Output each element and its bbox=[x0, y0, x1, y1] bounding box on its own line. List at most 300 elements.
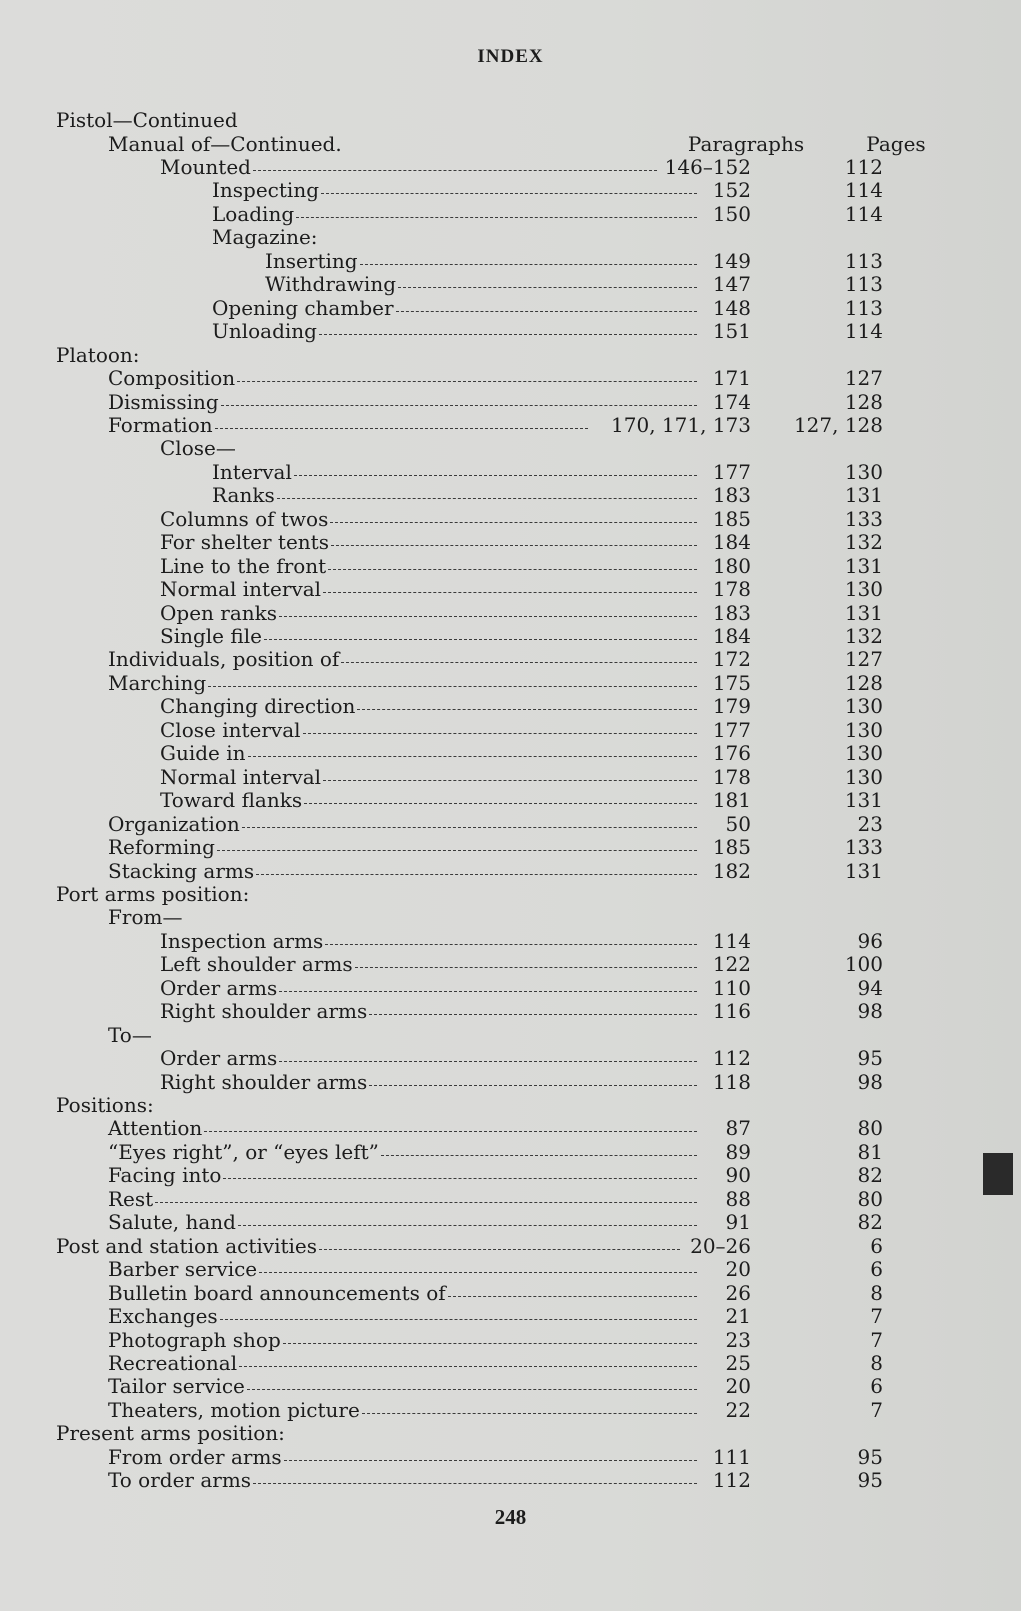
entry-leader bbox=[160, 718, 697, 742]
entry-text: Tailor service bbox=[108, 1374, 245, 1399]
entry-leader bbox=[108, 812, 697, 836]
paragraph-ref: 180 bbox=[712, 553, 751, 578]
paragraph-ref: 87 bbox=[725, 1116, 751, 1141]
dot-leader bbox=[208, 685, 697, 687]
page-ref: 95 bbox=[857, 1046, 883, 1071]
entry-text: Theaters, motion picture bbox=[108, 1397, 360, 1422]
entry-text: Right shoulder arms bbox=[160, 1069, 368, 1094]
entry-leader bbox=[160, 741, 697, 765]
page-ref: 132 bbox=[844, 530, 883, 555]
dot-leader bbox=[330, 521, 697, 523]
page-ref: 82 bbox=[857, 1163, 883, 1188]
paragraph-ref: 21 bbox=[725, 1304, 751, 1329]
entry-leader bbox=[160, 694, 697, 718]
page-ref: 98 bbox=[857, 999, 883, 1024]
dot-leader bbox=[323, 591, 697, 593]
dot-leader bbox=[279, 1060, 697, 1062]
page-ref: 113 bbox=[844, 295, 883, 320]
index-entry bbox=[0, 1351, 1021, 1375]
page-ref: 130 bbox=[844, 741, 883, 766]
index-heading bbox=[0, 1093, 1021, 1117]
dot-leader bbox=[264, 638, 697, 640]
entry-text: To order arms bbox=[108, 1468, 252, 1493]
entry-text: From order arms bbox=[108, 1444, 282, 1469]
entry-leader bbox=[108, 1163, 697, 1187]
entry-leader bbox=[108, 1281, 697, 1305]
index-entry bbox=[0, 741, 1021, 765]
page-ref: 80 bbox=[857, 1186, 883, 1211]
paragraph-ref: 114 bbox=[712, 928, 751, 953]
paragraph-ref: 177 bbox=[712, 459, 751, 484]
entry-text: For shelter tents bbox=[160, 530, 329, 555]
page-ref: 128 bbox=[844, 389, 883, 414]
dot-leader bbox=[204, 1130, 697, 1132]
index-entry bbox=[0, 554, 1021, 578]
entry-leader bbox=[160, 788, 697, 812]
paragraph-ref: 171 bbox=[712, 366, 751, 391]
paragraph-ref: 150 bbox=[712, 201, 751, 226]
entry-text: Stacking arms bbox=[108, 858, 255, 883]
index-entry bbox=[0, 1116, 1021, 1140]
index-entry bbox=[0, 1398, 1021, 1422]
entry-leader bbox=[160, 1070, 697, 1094]
page-ref: 95 bbox=[857, 1444, 883, 1469]
paragraph-ref: 146–152 bbox=[664, 155, 751, 179]
paragraph-ref: 50 bbox=[725, 811, 751, 836]
page-ref: 133 bbox=[844, 506, 883, 531]
entry-text: Withdrawing bbox=[265, 272, 397, 297]
page-ref: 127 bbox=[844, 647, 883, 672]
index-entry bbox=[0, 413, 1021, 437]
entry-leader bbox=[160, 1046, 697, 1070]
index-entry bbox=[0, 1374, 1021, 1398]
entry-leader bbox=[265, 272, 697, 296]
paragraph-ref: 184 bbox=[712, 624, 751, 648]
dot-leader bbox=[253, 1482, 697, 1484]
index-entry bbox=[0, 1304, 1021, 1328]
entry-text: Close interval bbox=[160, 717, 301, 742]
index-entry bbox=[0, 718, 1021, 742]
index-heading bbox=[0, 882, 1021, 906]
paragraph-ref: 22 bbox=[725, 1397, 751, 1422]
entry-leader bbox=[108, 835, 697, 859]
index-entry bbox=[0, 835, 1021, 859]
dot-leader bbox=[223, 1177, 697, 1179]
dot-leader bbox=[221, 404, 697, 406]
entry-text: Organization bbox=[108, 811, 240, 836]
dot-leader bbox=[396, 310, 697, 312]
page-ref: 130 bbox=[844, 459, 883, 484]
page-ref: 6 bbox=[870, 1257, 883, 1282]
page-ref: 130 bbox=[844, 577, 883, 602]
entry-text: Reforming bbox=[108, 835, 215, 860]
entry-leader bbox=[212, 460, 697, 484]
paragraph-ref: 152 bbox=[712, 178, 751, 203]
entry-text: Single file bbox=[160, 624, 262, 648]
index-entry bbox=[0, 507, 1021, 531]
entry-leader bbox=[160, 155, 657, 179]
dot-leader bbox=[319, 1248, 679, 1250]
page-ref: 7 bbox=[870, 1397, 883, 1422]
paragraph-ref: 91 bbox=[725, 1210, 751, 1235]
index-entry bbox=[0, 296, 1021, 320]
entry-leader bbox=[56, 1093, 154, 1117]
entry-text: Marching bbox=[108, 670, 207, 695]
entry-text: Post and station activities bbox=[56, 1233, 318, 1258]
entry-leader bbox=[212, 178, 697, 202]
entry-text: Normal interval bbox=[160, 577, 322, 602]
dot-leader bbox=[448, 1295, 697, 1297]
page-ref: 112 bbox=[844, 155, 883, 179]
entry-text: Right shoulder arms bbox=[160, 999, 368, 1024]
entry-text: Normal interval bbox=[160, 764, 322, 789]
dot-leader bbox=[355, 966, 697, 968]
entry-leader bbox=[108, 1328, 697, 1352]
entry-leader bbox=[108, 1116, 697, 1140]
entry-text: Composition bbox=[108, 366, 236, 391]
index-entry bbox=[0, 1234, 1021, 1258]
entry-leader bbox=[160, 530, 697, 554]
entry-text: Loading bbox=[212, 201, 295, 226]
paragraph-ref: 23 bbox=[725, 1327, 751, 1352]
paragraph-ref: 90 bbox=[725, 1163, 751, 1188]
page-ref: 8 bbox=[870, 1280, 883, 1305]
paragraph-ref: 184 bbox=[712, 530, 751, 555]
entry-text: Platoon: bbox=[56, 342, 140, 367]
entry-text: Ranks bbox=[212, 483, 275, 508]
index-entry bbox=[0, 202, 1021, 226]
dot-leader bbox=[283, 1342, 697, 1344]
paragraph-ref: 20–26 bbox=[690, 1233, 751, 1258]
entry-leader bbox=[108, 1398, 697, 1422]
entry-leader bbox=[56, 1234, 680, 1258]
entry-leader bbox=[212, 296, 697, 320]
entry-leader bbox=[108, 413, 588, 437]
index-heading bbox=[0, 905, 1021, 929]
dot-leader bbox=[362, 1412, 697, 1414]
index-entry bbox=[0, 999, 1021, 1023]
page-ref: 114 bbox=[844, 178, 883, 203]
page-ref: 133 bbox=[844, 835, 883, 860]
index-entry bbox=[0, 249, 1021, 273]
entry-text: Facing into bbox=[108, 1163, 222, 1188]
entry-leader bbox=[108, 390, 697, 414]
dot-leader bbox=[247, 1388, 697, 1390]
index-entry bbox=[0, 1281, 1021, 1305]
page-ref: 8 bbox=[870, 1350, 883, 1375]
entry-text: Unloading bbox=[212, 319, 317, 344]
dot-leader bbox=[248, 755, 697, 757]
page-ref: 130 bbox=[844, 694, 883, 719]
page-ref: 113 bbox=[844, 272, 883, 297]
paragraph-ref: 185 bbox=[712, 506, 751, 531]
page-ref: 131 bbox=[844, 788, 883, 813]
page-ref: 96 bbox=[857, 928, 883, 953]
index-entry bbox=[0, 601, 1021, 625]
entry-text: Toward flanks bbox=[160, 788, 303, 813]
paragraph-ref: 181 bbox=[712, 788, 751, 813]
entry-leader bbox=[160, 507, 697, 531]
entry-leader bbox=[160, 436, 236, 460]
entry-text: Photograph shop bbox=[108, 1327, 281, 1352]
paragraph-ref: 112 bbox=[712, 1046, 751, 1071]
index-entry bbox=[0, 272, 1021, 296]
page-ref: 6 bbox=[870, 1374, 883, 1399]
index-entry bbox=[0, 1257, 1021, 1281]
index-entry bbox=[0, 1210, 1021, 1234]
entry-leader bbox=[108, 1210, 697, 1234]
page-ref: 127 bbox=[844, 366, 883, 391]
pages-column-header: Pages bbox=[866, 132, 926, 156]
dot-leader bbox=[217, 849, 697, 851]
index-entry bbox=[0, 1163, 1021, 1187]
entry-text: Port arms position: bbox=[56, 881, 250, 906]
dot-leader bbox=[369, 1084, 697, 1086]
page-ref: 100 bbox=[844, 952, 883, 977]
dot-leader bbox=[279, 990, 697, 992]
index-heading bbox=[0, 1421, 1021, 1445]
paragraph-ref: 183 bbox=[712, 600, 751, 625]
paragraph-ref: 88 bbox=[725, 1186, 751, 1211]
entry-leader bbox=[108, 1187, 697, 1211]
paragraph-ref: 174 bbox=[712, 389, 751, 414]
entry-leader bbox=[108, 1351, 697, 1375]
dot-leader bbox=[331, 544, 697, 546]
entry-leader bbox=[160, 624, 697, 648]
entry-leader bbox=[108, 671, 697, 695]
entry-text: Dismissing bbox=[108, 389, 219, 414]
index-entry bbox=[0, 1070, 1021, 1094]
page-ref: 94 bbox=[857, 975, 883, 1000]
index-entry bbox=[0, 460, 1021, 484]
index-entry bbox=[0, 952, 1021, 976]
page-ref: 7 bbox=[870, 1327, 883, 1352]
entry-leader bbox=[108, 1257, 697, 1281]
entry-text: Close— bbox=[160, 436, 236, 461]
entry-leader bbox=[160, 952, 697, 976]
paragraph-ref: 175 bbox=[712, 670, 751, 695]
index-entry bbox=[0, 624, 1021, 648]
index-entry bbox=[0, 1468, 1021, 1492]
entry-leader bbox=[212, 225, 318, 249]
entry-leader bbox=[108, 1374, 697, 1398]
entry-text: Columns of twos bbox=[160, 506, 329, 531]
page-ref: 82 bbox=[857, 1210, 883, 1235]
entry-text: To— bbox=[108, 1022, 152, 1047]
page-ref: 80 bbox=[857, 1116, 883, 1141]
paragraph-ref: 26 bbox=[725, 1280, 751, 1305]
page-ref: 131 bbox=[844, 600, 883, 625]
dot-leader bbox=[303, 732, 697, 734]
entry-leader bbox=[160, 976, 697, 1000]
page-ref: 127, 128 bbox=[793, 412, 883, 437]
entry-text: Guide in bbox=[160, 741, 246, 766]
column-header-row bbox=[56, 132, 926, 156]
entry-text: Left shoulder arms bbox=[160, 952, 353, 977]
index-entry bbox=[0, 366, 1021, 390]
dot-leader bbox=[237, 380, 697, 382]
paragraph-ref: 20 bbox=[725, 1257, 751, 1282]
index-heading bbox=[0, 343, 1021, 367]
entry-text: Inspecting bbox=[212, 178, 320, 203]
index-entry bbox=[0, 1140, 1021, 1164]
entry-text: Line to the front bbox=[160, 553, 327, 578]
index-entry bbox=[0, 859, 1021, 883]
page-ref: 131 bbox=[844, 858, 883, 883]
entry-text: Present arms position: bbox=[56, 1421, 285, 1446]
entry-text: Recreational bbox=[108, 1350, 238, 1375]
entry-leader bbox=[108, 647, 697, 671]
thumb-index-tab bbox=[983, 1153, 1013, 1195]
index-entry bbox=[0, 1046, 1021, 1070]
index-entry bbox=[0, 929, 1021, 953]
index-entry bbox=[0, 694, 1021, 718]
paragraph-ref: 116 bbox=[712, 999, 751, 1024]
dot-leader bbox=[304, 802, 697, 804]
entry-text: Mounted bbox=[160, 155, 251, 179]
index-entry bbox=[0, 788, 1021, 812]
entry-text: Bulletin board announcements of bbox=[108, 1280, 446, 1305]
entry-leader bbox=[108, 1445, 697, 1469]
page-ref: 128 bbox=[844, 670, 883, 695]
paragraph-ref: 170, 171, 173 bbox=[611, 412, 751, 437]
paragraph-ref: 176 bbox=[712, 741, 751, 766]
index-entry bbox=[0, 647, 1021, 671]
page-ref: 114 bbox=[844, 201, 883, 226]
entry-leader bbox=[212, 319, 697, 343]
dot-leader bbox=[296, 216, 697, 218]
dot-leader bbox=[220, 1318, 697, 1320]
index-heading bbox=[0, 225, 1021, 249]
paragraph-ref: 182 bbox=[712, 858, 751, 883]
paragraph-ref: 177 bbox=[712, 717, 751, 742]
dot-leader bbox=[369, 1013, 697, 1015]
page-ref: 81 bbox=[857, 1139, 883, 1164]
entry-text: Interval bbox=[212, 459, 292, 484]
entry-text: Positions: bbox=[56, 1093, 154, 1117]
continued-heading: Pistol—Continued bbox=[56, 108, 238, 132]
dot-leader bbox=[294, 474, 697, 476]
paragraphs-column-header: Paragraphs bbox=[687, 132, 805, 156]
index-entry bbox=[0, 155, 1021, 179]
entry-text: Inspection arms bbox=[160, 928, 324, 953]
entry-leader bbox=[56, 882, 249, 906]
dot-leader bbox=[319, 333, 697, 335]
paragraph-ref: 185 bbox=[712, 835, 751, 860]
dot-leader bbox=[259, 1271, 697, 1273]
paragraph-ref: 112 bbox=[712, 1468, 751, 1493]
dot-leader bbox=[398, 286, 697, 288]
entry-leader bbox=[160, 554, 697, 578]
paragraph-ref: 178 bbox=[712, 764, 751, 789]
paragraph-ref: 118 bbox=[712, 1069, 751, 1094]
entry-leader bbox=[108, 1140, 697, 1164]
entry-leader bbox=[108, 905, 182, 929]
index-entry bbox=[0, 1445, 1021, 1469]
entry-text: Exchanges bbox=[108, 1304, 218, 1329]
index-entry bbox=[0, 812, 1021, 836]
entry-text: Inserting bbox=[265, 248, 358, 273]
index-entry bbox=[0, 178, 1021, 202]
entry-leader bbox=[160, 601, 697, 625]
page-ref: 95 bbox=[857, 1468, 883, 1493]
dot-leader bbox=[323, 779, 697, 781]
entry-leader bbox=[108, 1304, 697, 1328]
dot-leader bbox=[277, 497, 697, 499]
entry-text: “Eyes right”, or “eyes left” bbox=[108, 1139, 379, 1164]
dot-leader bbox=[215, 427, 588, 429]
dot-leader bbox=[341, 661, 697, 663]
dot-leader bbox=[360, 263, 697, 265]
dot-leader bbox=[325, 943, 697, 945]
dot-leader bbox=[253, 169, 657, 171]
dot-leader bbox=[239, 1365, 697, 1367]
entry-leader bbox=[160, 577, 697, 601]
entry-leader bbox=[212, 483, 697, 507]
entry-leader bbox=[160, 999, 697, 1023]
page-ref: 131 bbox=[844, 553, 883, 578]
page-ref: 131 bbox=[844, 483, 883, 508]
dot-leader bbox=[284, 1459, 697, 1461]
dot-leader bbox=[381, 1154, 697, 1156]
paragraph-ref: 110 bbox=[712, 975, 751, 1000]
entry-text: Opening chamber bbox=[212, 295, 394, 320]
paragraph-ref: 111 bbox=[712, 1444, 751, 1469]
index-entry bbox=[0, 390, 1021, 414]
page-ref: 130 bbox=[844, 717, 883, 742]
paragraph-ref: 149 bbox=[712, 248, 751, 273]
index-heading bbox=[0, 1023, 1021, 1047]
entry-text: Open ranks bbox=[160, 600, 278, 625]
entry-text: Rest bbox=[108, 1186, 154, 1211]
entry-leader bbox=[56, 1421, 285, 1445]
page-ref: 113 bbox=[844, 248, 883, 273]
dot-leader bbox=[242, 826, 697, 828]
entry-text: From— bbox=[108, 905, 183, 930]
index-heading bbox=[0, 436, 1021, 460]
page-ref: 6 bbox=[870, 1233, 883, 1258]
entry-text: Order arms bbox=[160, 975, 278, 1000]
page-ref: 7 bbox=[870, 1304, 883, 1329]
manual-continued-label: Manual of—Continued. bbox=[108, 132, 342, 156]
dot-leader bbox=[328, 568, 697, 570]
paragraph-ref: 179 bbox=[712, 694, 751, 719]
index-entry bbox=[0, 577, 1021, 601]
index-entry bbox=[0, 765, 1021, 789]
index-entry bbox=[0, 483, 1021, 507]
entry-text: Individuals, position of bbox=[108, 647, 340, 672]
paragraph-ref: 89 bbox=[725, 1139, 751, 1164]
paragraph-ref: 183 bbox=[712, 483, 751, 508]
paragraph-ref: 151 bbox=[712, 319, 751, 344]
index-entry bbox=[0, 1328, 1021, 1352]
entry-leader bbox=[212, 202, 697, 226]
entry-text: Formation bbox=[108, 412, 213, 437]
index-entry bbox=[0, 671, 1021, 695]
entry-text: Changing direction bbox=[160, 694, 356, 719]
index-entry bbox=[0, 530, 1021, 554]
paragraph-ref: 147 bbox=[712, 272, 751, 297]
entry-leader bbox=[108, 366, 697, 390]
paragraph-ref: 148 bbox=[712, 295, 751, 320]
page-title: INDEX bbox=[477, 46, 544, 67]
dot-leader bbox=[279, 615, 697, 617]
dot-leader bbox=[238, 1224, 697, 1226]
index-entry bbox=[0, 976, 1021, 1000]
entry-text: Magazine: bbox=[212, 225, 318, 250]
dot-leader bbox=[321, 192, 697, 194]
page-ref: 98 bbox=[857, 1069, 883, 1094]
